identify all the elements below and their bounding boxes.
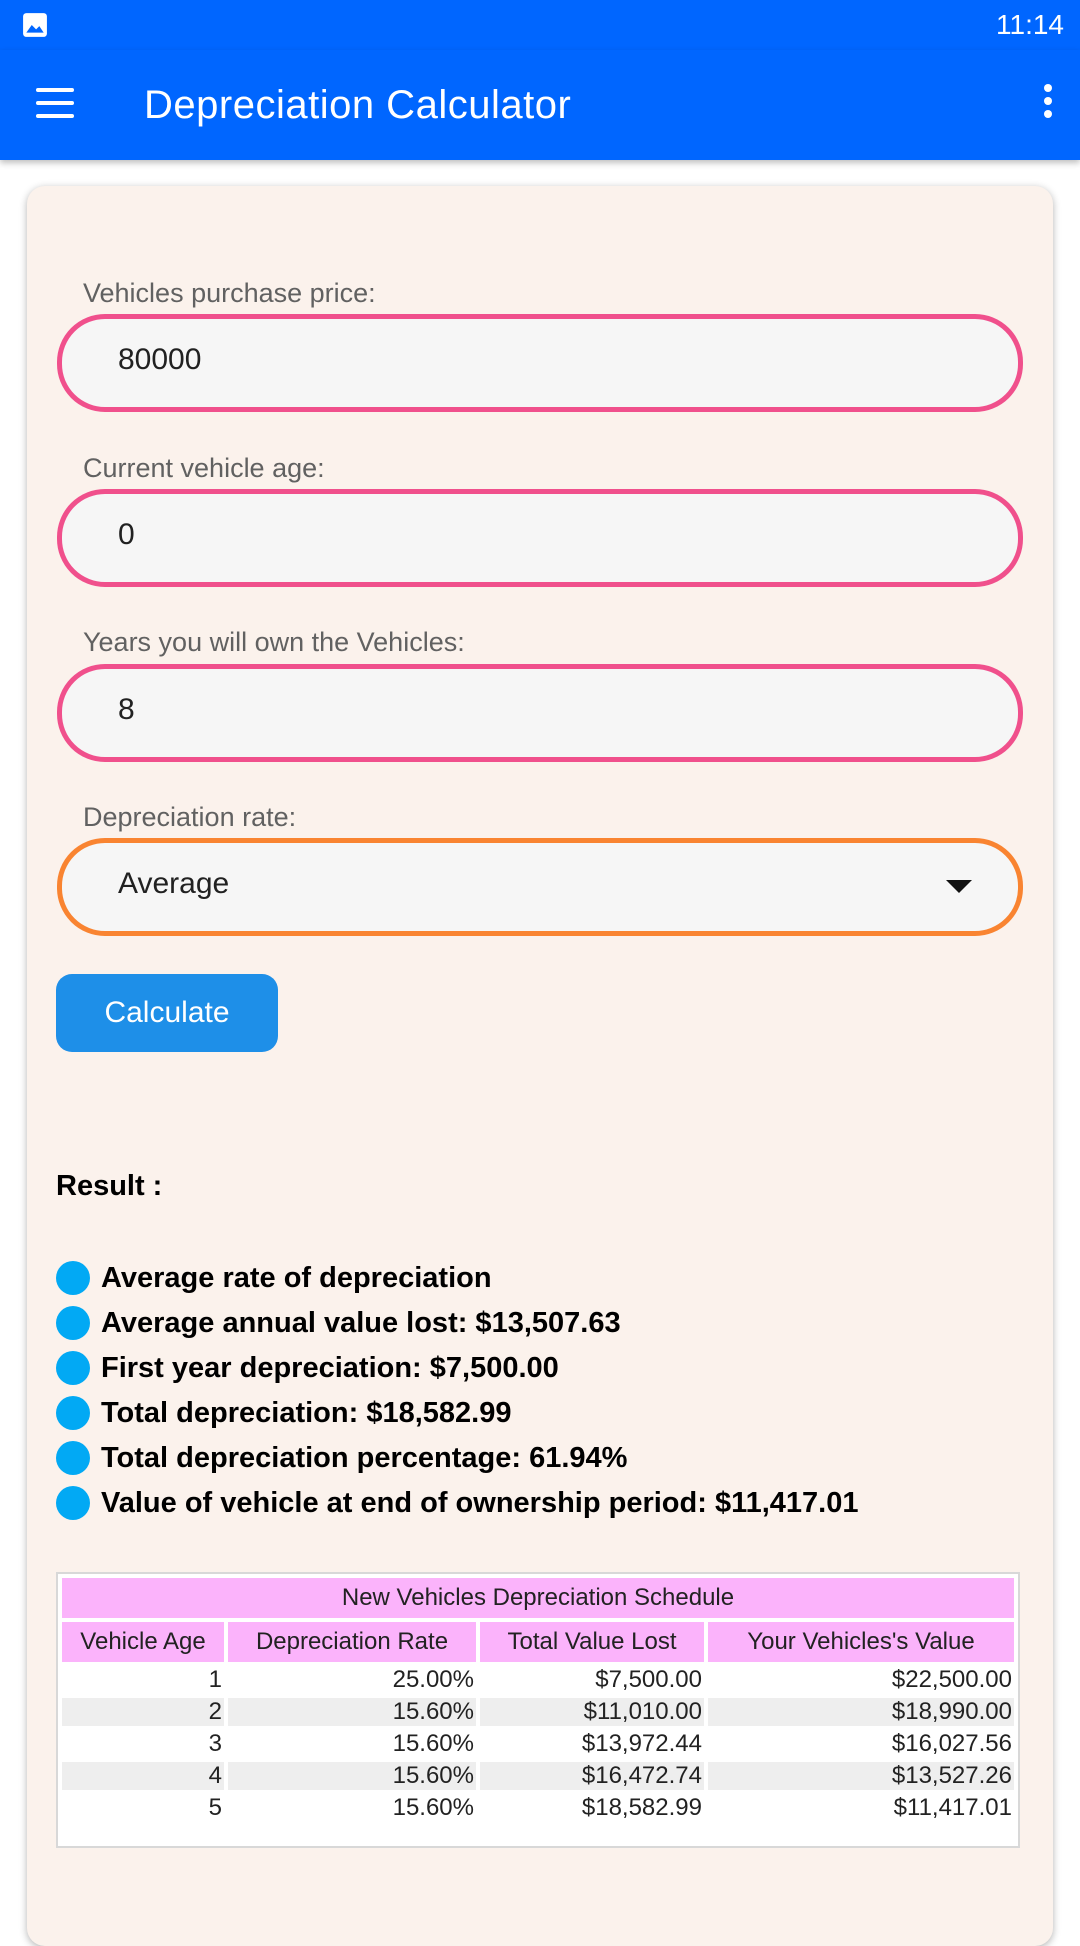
years-own-input[interactable]	[57, 664, 1023, 762]
calculate-button[interactable]: Calculate	[56, 974, 278, 1052]
bullet-icon	[56, 1441, 90, 1475]
image-icon	[22, 12, 48, 38]
bullet-icon	[56, 1351, 90, 1385]
column-header: Depreciation Rate	[228, 1622, 476, 1662]
table-row: 2 15.60% $11,010.00 $18,990.00	[62, 1698, 1014, 1726]
column-header: Total Value Lost	[480, 1622, 704, 1662]
status-bar	[0, 0, 1080, 50]
current-age-label: Current vehicle age:	[83, 453, 325, 483]
table-row: 5 15.60% $18,582.99 $11,417.01	[208, 1794, 1012, 1821]
table-row: 3 15.60% $13,972.44 $16,027.56	[208, 1730, 1012, 1757]
more-vert-icon[interactable]	[1040, 84, 1056, 124]
purchase-price-label: Vehicles purchase price:	[83, 278, 376, 308]
dropdown-arrow-icon	[946, 880, 972, 893]
result-heading: Result :	[56, 1170, 163, 1202]
bullet-icon	[56, 1306, 90, 1340]
menu-icon[interactable]	[36, 88, 76, 118]
bullet-icon	[56, 1396, 90, 1430]
app-title: Depreciation Calculator	[144, 83, 572, 127]
schedule-title: New Vehicles Depreciation Schedule	[62, 1578, 1014, 1618]
table-row: 4 15.60% $16,472.74 $13,527.26	[62, 1762, 1014, 1790]
depreciation-schedule-table	[56, 1572, 1020, 1848]
years-own-value: 8	[118, 693, 135, 726]
column-header: Your Vehicles's Value	[708, 1622, 1014, 1662]
depreciation-rate-select[interactable]	[57, 838, 1023, 936]
bullet-icon	[56, 1261, 90, 1295]
bullet-icon	[56, 1486, 90, 1520]
status-time: 11:14	[996, 9, 1064, 40]
purchase-price-input[interactable]	[57, 314, 1023, 412]
current-age-value: 0	[118, 518, 135, 551]
years-own-label: Years you will own the Vehicles:	[83, 627, 465, 657]
depreciation-rate-label: Depreciation rate:	[83, 802, 297, 832]
current-age-input[interactable]	[57, 489, 1023, 587]
column-header: Vehicle Age	[62, 1622, 224, 1662]
depreciation-rate-value: Average	[118, 867, 230, 900]
purchase-price-value: 80000	[118, 343, 202, 376]
table-row: 1 25.00% $7,500.00 $22,500.00	[208, 1666, 1012, 1693]
app-bar	[0, 50, 1080, 160]
